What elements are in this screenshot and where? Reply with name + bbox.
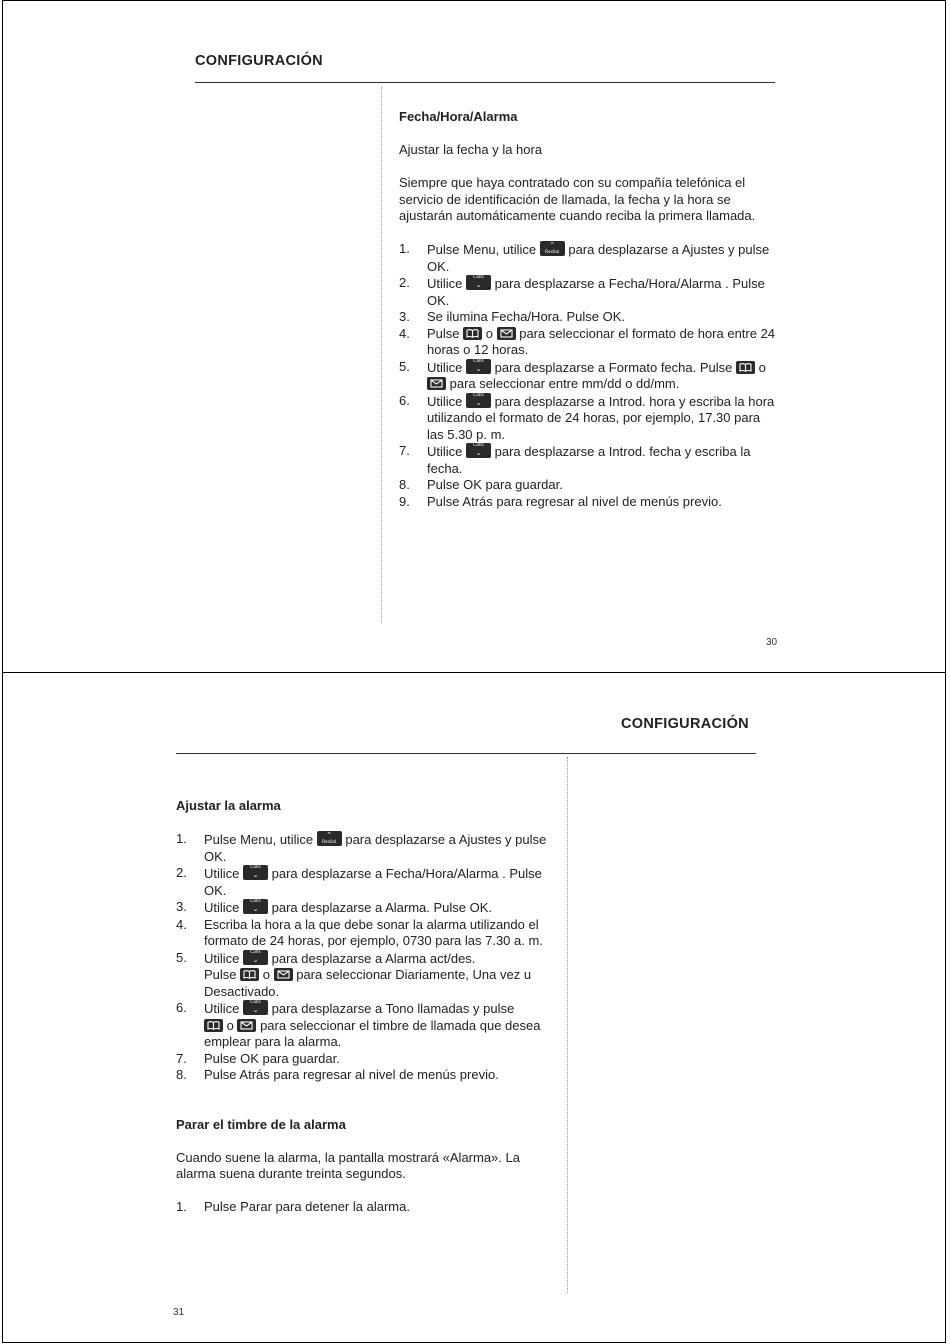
list-item: 2. Utilice Calls ⌄ para desplazarse a Fecha/Hora/Alarma . Pulse OK. [399,275,765,308]
list-item: 5. Utilice Calls ⌄ para desplazarse a Alarma act/des. Pulse o para seleccionar Diariamente, Una vez u Desactivado. [176,949,532,999]
column-divider [567,757,568,1293]
stop-alarm-steps-list [176,1199,556,1216]
page-31 [2,672,946,1343]
calls-down-key-icon: Calls ⌄ [466,393,491,408]
list-item: 6. Utilice Calls ⌄ para desplazarse a Introd. hora y escriba la hora utilizando el formato de 24 horas, por ejemplo, 17.30 para las 5.30 p. m. [399,392,775,442]
page-30 [2,0,946,673]
page-number: 30 [766,637,778,648]
section-title: Fecha/Hora/Alarma [399,109,518,124]
envelope-key-icon [427,377,446,390]
steps-list [176,831,556,1084]
calls-down-key-icon: Calls ⌄ [466,359,491,374]
calls-down-key-icon: Calls ⌄ [243,1000,268,1015]
calls-down-key-icon: Calls ⌄ [466,443,491,458]
intro-paragraph: Siempre que haya contratado con su compañía telefónica el servicio de identificación de llamada, la fecha y la hora se ajustarán automáticamente cuando reciba la primera llamada. [399,175,756,223]
content-column [176,798,556,1216]
section2-paragraph: Cuando suene la alarma, la pantalla mostrará «Alarma». La alarma suena durante treinta segundos. [176,1149,520,1181]
column-divider [381,87,382,623]
phonebook-key-icon [463,327,482,340]
list-item: 2. Utilice Calls ⌄ para desplazarse a Fecha/Hora/Alarma . Pulse OK. [176,865,542,898]
calls-down-key-icon: Calls ⌄ [243,865,268,880]
list-item: 3. Utilice Calls ⌄ para desplazarse a Alarma. Pulse OK. [176,899,493,915]
envelope-key-icon [497,327,516,340]
list-item: 1. Pulse Menu, utilice ⌃ Redial para desplazarse a Ajustes y pulse OK. [176,831,547,864]
header-rule [195,82,775,83]
page-number: 31 [173,1307,185,1318]
page-header: CONFIGURACIÓN [195,53,323,69]
list-item: 8. Pulse Atrás para regresar al nivel de menús previo. [176,1067,499,1082]
list-item: 8. Pulse OK para guardar. [399,477,563,492]
phonebook-key-icon [240,968,259,981]
envelope-key-icon [237,1019,256,1032]
subtitle: Ajustar la fecha y la hora [399,142,543,157]
list-item: 7. Utilice Calls ⌄ para desplazarse a Introd. fecha y escriba la fecha. [399,443,751,476]
redial-up-key-icon: ⌃ Redial [540,241,565,256]
list-item: 9. Pulse Atrás para regresar al nivel de menús previo. [399,493,722,509]
list-item: 1. Pulse Parar para detener la alarma. [176,1199,410,1214]
header-rule [176,753,756,754]
list-item: 4. Pulse o para seleccionar el formato de hora entre 24 horas o 12 horas. [399,325,776,357]
envelope-key-icon [274,968,293,981]
list-item: 1. Pulse Menu, utilice ⌃ Redial para desplazarse a Ajustes y pulse OK. [399,241,770,274]
calls-down-key-icon: Calls ⌄ [466,275,491,290]
list-item: 4. Escriba la hora a la que debe sonar la alarma utilizando el formato de 24 horas, por ejemplo, 0730 para las 7.30 a. m. [176,916,543,948]
list-item: 6. Utilice Calls ⌄ para desplazarse a Tono llamadas y pulse o para seleccionar el timbre de llamada que desea emplear para la alarma. [176,1000,541,1049]
redial-up-key-icon: ⌃ Redial [317,831,342,846]
steps-list [399,241,779,510]
content-column [399,109,779,510]
page-header: CONFIGURACIÓN [621,716,749,732]
phonebook-key-icon [204,1019,223,1032]
list-item: 5. Utilice Calls ⌄ para desplazarse a Formato fecha. Pulse o para seleccionar entre mm/dd o dd/mm. [399,358,766,391]
list-item: 7. Pulse OK para guardar. [176,1050,340,1066]
section2-title: Parar el timbre de la alarma [176,1116,346,1132]
calls-down-key-icon: Calls ⌄ [243,950,268,965]
calls-down-key-icon: Calls ⌄ [243,899,268,914]
phonebook-key-icon [736,361,755,374]
list-item: 3. Se ilumina Fecha/Hora. Pulse OK. [399,309,625,324]
section-title: Ajustar la alarma [176,798,281,813]
